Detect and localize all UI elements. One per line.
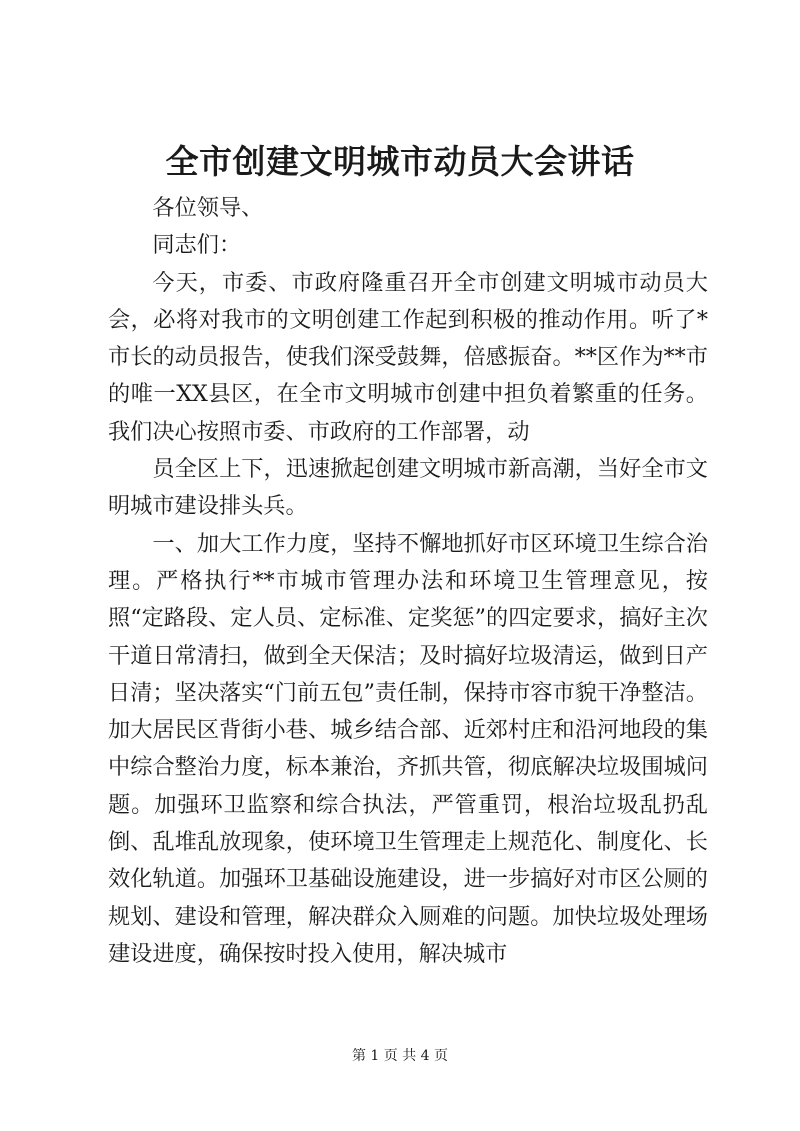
body-paragraph: 今天，市委、市政府隆重召开全市创建文明城市动员大会，必将对我市的文明创建工作起到积极的推动作用。听了*市长的动员报告，使我们深受鼓舞，倍感振奋。**区作为**市的唯一XX县区，在全市文明城市创建中担负着繁重的任务。我们决心按照市委、市政府的工作部署，动 [108,269,708,445]
salutation-line: 各位领导、 [152,195,264,221]
salutation-line: 同志们： [152,232,242,259]
document-body [108,190,708,973]
page-number-footer: 第 1 页 共 4 页 [351,1048,449,1064]
document-title: 全市创建文明城市动员大会讲话 [165,142,635,181]
body-paragraph: 一、加大工作力度，坚持不懈地抓好市区环境卫生综合治理。严格执行**市城市管理办法和环境卫生管理意见，按照“定路段、定人员、定标准、定奖惩”的四定要求，搞好主次干道日常清扫，做到全天保洁；及时搞好垃圾清运，做到日产日清；坚决落实“门前五包”责任制，保持市容市貌干净整洁。加大居民区背街小巷、城乡结合部、近郊村庄和沿河地段的集中综合整治力度，标本兼治，齐抓共管，彻底解决垃圾围城问题。加强环卫监察和综合执法，严管重罚，根治垃圾乱扔乱倒、乱堆乱放现象，使环境卫生管理走上规范化、制度化、长效化轨道。加强环卫基础设施建设，进一步搞好对市区公厕的规划、建设和管理，解决群众入厕难的问题。加快垃圾处理场建设进度，确保按时投入使用，解决城市 [108,530,708,967]
body-paragraph: 员全区上下，迅速掀起创建文明城市新高潮，当好全市文明城市建设排头兵。 [108,456,708,520]
